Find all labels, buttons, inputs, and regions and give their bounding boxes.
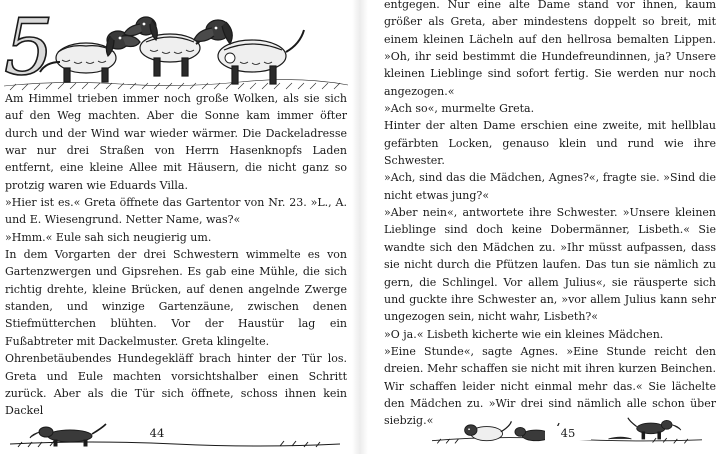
- paragraph: Ohrenbetäubendes Hundegekläff brach hinter der Tür los. Greta und Eule machten vorsichtshalber einen Schritt zurück. Aber als die Tür sich öffnete, schoss ihnen kein Dackel: [5, 352, 347, 418]
- paragraph: »Aber nein«, antwortete ihre Schwester. »Unsere kleinen Lieblinge sind doch keine Dobermänner, Lisbeth.« Sie wandte sich den Mädchen zu. »Ihr müsst aufpassen, dass sie nicht durch die Pfützen laufen. Das tun sie nämlich zu gern, die Schlingel. Vor allem Julius«, sie räusperte sich und guckte ihre Schwester an, »vor allem Julius kann sehr ungezogen sein, nicht wahr, Lisbeth?«: [384, 206, 716, 324]
- dachshund-2-illustration: [124, 17, 214, 76]
- paragraph: »Eine Stunde«, sagte Agnes. »Eine Stunde reicht den dreien. Mehr schaffen sie nicht mit ihren kurzen Beinchen. Wir schaffen leider nicht einmal mehr das.« Sie lächelte den Mädchen zu. »Wir drei sind nämlich alle schon über siebzig.«: [384, 344, 716, 428]
- left-page-text: [5, 90, 347, 420]
- book-gutter: [352, 0, 368, 454]
- paragraph: In dem Vorgarten der drei Schwestern wimmelte es von Gartenzwergen und Gipsrehen. Es gab eine Mühle, die sich richtig drehte, kleine Brücken, auf denen angelnde Zwerge standen, und winzige Gartenzäune, zwischen denen Stiefmütterchen blühten. Vor der Haustür lag ein Fußabtreter mit Dackelmuster. Greta klingelte.: [5, 248, 347, 348]
- chapter-header-illustration: [0, 0, 352, 96]
- paragraph: »Ach so«, murmelte Greta.: [384, 102, 535, 116]
- dachshund-1-illustration: [40, 31, 140, 82]
- right-page-text: [384, 0, 716, 430]
- right-page: [368, 0, 720, 454]
- paragraph: »Ach, sind das die Mädchen, Agnes?«, fragte sie. »Sind die nicht etwas jung?«: [384, 171, 716, 202]
- paragraph: Hinter der alten Dame erschien eine zweite, mit hellblau gefärbten Locken, genauso klein und rund wie ihre Schwester.: [384, 119, 716, 168]
- dachshund-3-illustration: [194, 20, 304, 84]
- paragraph: Am Himmel trieben immer noch große Wolken, als sie sich auf den Weg machten. Aber die Sonne kam immer öfter durch und der Wind war wieder wärmer. Die Dackeladresse war nur drei Straßen von Herrn Hasenknopfs Laden entfernt, eine kleine Allee mit Häusern, die nicht ganz so protzig waren wie Eduards Villa.: [5, 92, 347, 192]
- paragraph: »Hier ist es.« Greta öffnete das Gartentor von Nr. 23. »L., A. und E. Wiesengrund. Netter Name, was?«: [5, 196, 347, 227]
- chapter-number: 5: [4, 3, 54, 93]
- paragraph: »Hmm.« Eule sah sich neugierig um.: [5, 230, 212, 244]
- page-number-left: 44: [134, 426, 180, 440]
- paragraph: »O ja.« Lisbeth kicherte wie ein kleines Mädchen.: [384, 327, 664, 341]
- paragraph: entgegen. Nur eine alte Dame stand vor ihnen, kaum größer als Greta, aber mindestens doppelt so breit, mit einem kleinen Lächeln auf den hellrosa bemalten Lippen. »Oh, ihr seid bestimmt die Hundefreundinnen, ja? Unsere kleinen Lieblinge sind sofort fertig. Sie werden nur noch angezogen.«: [384, 0, 716, 98]
- left-page: [0, 0, 352, 454]
- page-number-right: 45: [545, 426, 591, 440]
